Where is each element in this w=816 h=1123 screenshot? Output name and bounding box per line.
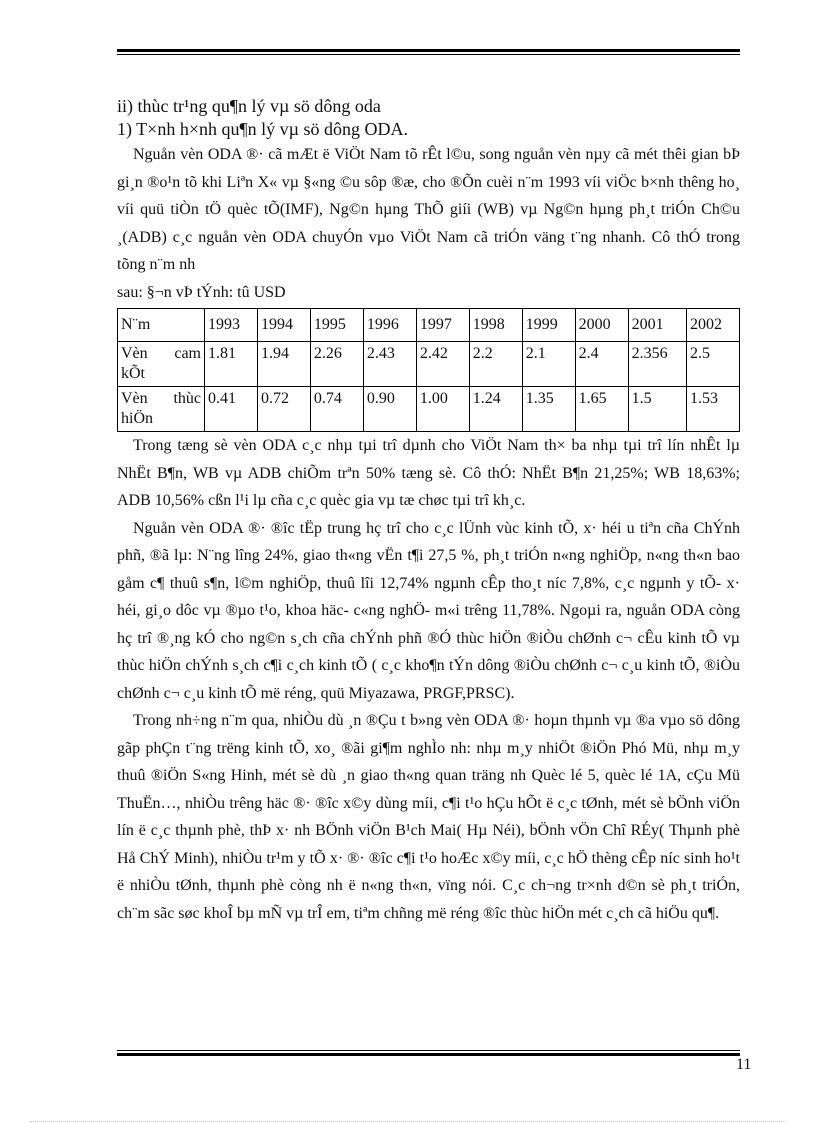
table-cell: 0.41	[205, 387, 258, 432]
table-row	[118, 342, 740, 387]
table-header-cell: 2001	[628, 309, 686, 342]
table-cell: 0.74	[310, 387, 363, 432]
paragraph-sectors: Nguån vèn ODA ®· ®îc tËp trung hç trî cho c¸c lÜnh vùc kinh tÕ, x· héi u tiªn cña ChÝnh phñ, ®ã lµ: N¨ng lîng 24%, giao th«ng vËn t¶i 27,5 %, ph¸t triÓn n«ng nghiÖp, n«ng th«n bao gåm c¶ thuû s¶n, l©m nghiÖp, thuû lîi 12,74% ngµnh cÊp tho¸t níc 7,8%, c¸c ngµnh y tÕ- x· héi, gi¸o dôc vµ ®µo t¹o, khoa häc- c«ng nghÖ- m«i trêng 11,78%. Ngoµi ra, nguån ODA còng hç trî ®¸ng kÓ cho ng©n s¸ch cña chÝnh phñ ®Ó thùc hiÖn ®iÒu chØnh c¬ cÊu kinh tÕ vµ thùc hiÖn chÝnh s¸ch c¶i c¸ch kinh tÕ ( c¸c kho¶n tÝn dông ®iÒu chØnh c¬ c¸u kinh tÕ, ®iÒu chØnh c¬ c¸u kinh tÕ më réng, quü Miyazawa, PRGF,PRSC).	[117, 519, 740, 702]
oda-table	[117, 308, 740, 432]
table-cell: 1.65	[575, 387, 628, 432]
table-row	[118, 387, 740, 432]
table-cell: 2.2	[469, 342, 522, 387]
table-header-cell: 1999	[522, 309, 575, 342]
table-header-cell: 2000	[575, 309, 628, 342]
table-cell: 2.26	[310, 342, 363, 387]
section-subheading: 1) T×nh h×nh qu¶n lý vµ sö dông ODA.	[117, 119, 408, 139]
paragraph-projects: Trong nh÷ng n¨m qua, nhiÒu dù ¸n ®Çu t b»ng vèn ODA ®· hoµn thµnh vµ ®a vµo sö dông gãp phÇn t¨ng trëng kinh tÕ, xo¸ ®ãi gi¶m nghÌo nh: nhµ m¸y nhiÖt ®iÖn Phó Mü, nhµ m¸y thuû ®iÖn S«ng Hinh, mét sè dù ¸n giao th«ng quan träng nh Quèc lé 5, quèc lé 1A, cÇu Mü ThuËn…, nhiÒu trêng häc ®· ®îc x©y dùng míi, c¶i t¹o hÇu hÕt ë c¸c tØnh, mét sè bÖnh viÖn lín ë c¸c thµnh phè, thÞ x· nh BÖnh viÖn B¹ch Mai( Hµ Néi), bÖnh vÖn Chî RÉy( Thµnh phè Hå ChÝ Minh), nhiÒu tr¹m y tÕ x· ®· ®îc c¶i t¹o hoÆc x©y míi, c¸c hÖ thèng cÊp níc sinh ho¹t ë nhiÒu tØnh, thµnh phè còng nh ë n«ng th«n, vïng nói. C¸c ch¬ng tr×nh d©n sè ph¸t triÓn, ch¨m sãc søc khoÎ bµ mÑ vµ trÎ em, tiªm chñng më réng ®îc thùc hiÖn mét c¸ch cã hiÖu qu¶.	[117, 712, 740, 922]
table-cell: 1.94	[257, 342, 310, 387]
table-cell: 2.5	[687, 342, 740, 387]
table-cell: 1.5	[628, 387, 686, 432]
table-header-row	[118, 309, 740, 342]
table-cell: 2.1	[522, 342, 575, 387]
header-rule	[117, 49, 740, 55]
table-header-cell: 1997	[416, 309, 469, 342]
footer-rule	[117, 1050, 740, 1056]
table-cell: 0.90	[363, 387, 416, 432]
table-cell: 1.00	[416, 387, 469, 432]
page-edge-divider	[30, 1121, 786, 1122]
table-cell: 2.42	[416, 342, 469, 387]
section-heading: ii) thùc tr¹ng qu¶n lý vµ sö dông oda	[117, 96, 381, 116]
paragraph-donors: Trong tæng sè vèn ODA c¸c nhµ tµi trî dµnh cho ViÖt Nam th× ba nhµ tµi trî lín nhÊt lµ NhËt B¶n, WB vµ ADB chiÕm trªn 50% tæng sè. Cô thÓ: NhËt B¶n 21,25%; WB 18,63%; ADB 10,56% cßn l¹i lµ cña c¸c quèc gia vµ tæ chøc tµi trî kh¸c.	[117, 437, 740, 509]
table-row-label: Vèn thùc hiÖn	[118, 387, 205, 432]
table-cell: 2.356	[628, 342, 686, 387]
page-body	[117, 95, 740, 927]
paragraph-intro: Nguån vèn ODA ®· cã mÆt ë ViÖt Nam tõ rÊt l©u, song nguån vèn nµy cã mét thêi gian bÞ gi¸n ®o¹n tõ khi Liªn X« vµ §«ng ©u sôp ®æ, cho ®Õn cuèi n¨m 1993 víi viÖc b×nh thêng ho¸ víi quü tiÒn tÖ quèc tÕ(IMF), Ng©n hµng ThÕ giíi (WB) vµ Ng©n hµng ph¸t triÓn Ch©u ¸(ADB) c¸c nguån vèn ODA chuyÓn vµo ViÖt Nam cã triÓn väng t¨ng nhanh. Cô thÓ trong tõng n¨m nh	[117, 146, 740, 273]
table-header-cell: 1993	[205, 309, 258, 342]
table-header-cell: 2002	[687, 309, 740, 342]
table-cell: 2.4	[575, 342, 628, 387]
table-cell: 0.72	[257, 387, 310, 432]
table-header-cell: 1996	[363, 309, 416, 342]
table-cell: 1.81	[205, 342, 258, 387]
table-cell: 1.35	[522, 387, 575, 432]
table-header-cell: 1994	[257, 309, 310, 342]
table-header-cell: 1998	[469, 309, 522, 342]
table-header-cell: 1995	[310, 309, 363, 342]
table-cell: 1.24	[469, 387, 522, 432]
table-header-cell: N¨m	[118, 309, 205, 342]
paragraph-unit-note: sau: §¬n vÞ tÝnh: tû USD	[117, 283, 286, 301]
page-number: 11	[736, 1056, 752, 1073]
table-cell: 2.43	[363, 342, 416, 387]
table-cell: 1.53	[687, 387, 740, 432]
table-row-label: Vèn cam kÕt	[118, 342, 205, 387]
